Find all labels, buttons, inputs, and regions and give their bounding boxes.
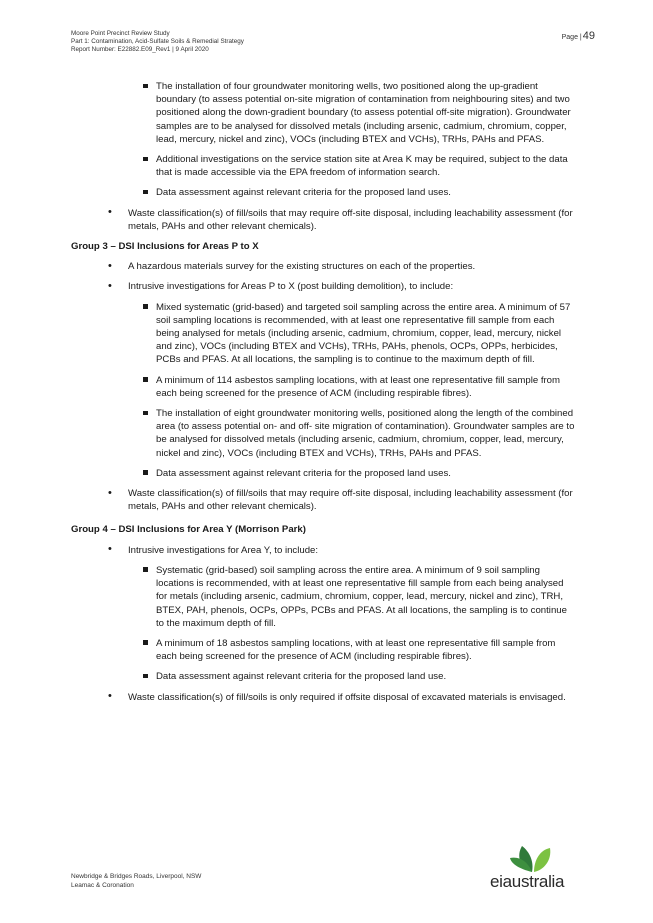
footer-client: Leamac & Coronation [71, 881, 134, 889]
square-bullet-icon [143, 640, 148, 645]
square-bullet-icon [143, 567, 148, 572]
page-footer [71, 873, 201, 890]
list-item: • A hazardous materials survey for the existing structures on each of the properties. [108, 259, 476, 273]
list-item: • Waste classification(s) of fill/soils that may require off-site disposal, including leachability assessment (for metals, PAHs and other relevant chemicals). [108, 486, 573, 513]
section-heading-group-3: Group 3 – DSI Inclusions for Areas P to X [71, 241, 259, 253]
list-item: • Waste classification(s) of fill/soils that may require off-site disposal, including leachability assessment (for metals, PAHs and other relevant chemicals). [108, 206, 573, 232]
list-item: The installation of four groundwater monitoring wells, two positioned along the up-gradient boundary (to assess potential on-site migration of contamination from neighbouring sites) and two positioned along the down-gradient boundary (to assess potential off-site migration). Groundwater samples are to be analysed for dissolved metals (including arsenic, cadmium, chromium, copper, lead, mercury, nickel and zinc), VOCs (including BTEX and VCHs), TRHs, PAHs and PFAS. [71, 80, 576, 146]
square-bullet-icon [143, 377, 148, 382]
footer-site-address: Newbridge & Bridges Roads, Liverpool, NSW [71, 873, 202, 880]
list-item: A minimum of 114 asbestos sampling locations, with at least one representative fill sample from each being screened for the presence of ACM (including respirable fibres). [71, 374, 576, 400]
list-item: The installation of eight groundwater monitoring wells, positioned along the length of the combined area (to assess potential on- and off- site migration of contamination). Groundwater samples are to be analysed for dissolved metals (including arsenic, cadmium, chromium, copper, lead, mercury, nickel and zinc), VOCs (including BTEX and VCHs), TRHs, PAHs and PFAS. [71, 407, 576, 460]
header-report-part: Part 1: Contamination, Acid-Sulfate Soils & Remedial Strategy [71, 38, 244, 46]
list-item: Data assessment against relevant criteria for the proposed land uses. [71, 186, 576, 199]
section-heading-group-4: Group 4 – DSI Inclusions for Area Y (Morrison Park) [71, 524, 306, 536]
bullet-icon: • [108, 259, 112, 272]
list-item: Mixed systematic (grid-based) and targeted soil sampling across the entire area. A minimum of 57 soil sampling locations is recommended, with at least one representative fill sample from each being analysed for metals (including arsenic, cadmium, chromium, copper, lead, mercury, nickel and zinc), VOCs (including BTEX and VCHs), TRHs, PAHs, phenols, OCPs, OPPs, herbicides, PCBs and PFAS. At all locations, the sampling is to continue to the maximum depth of fill. [71, 301, 576, 367]
logo-wordmark: eiaustralia [490, 872, 565, 891]
bullet-icon: • [108, 279, 112, 292]
page-header [71, 30, 244, 55]
page-number: 49 [582, 30, 595, 42]
list-item: Data assessment against relevant criteria for the proposed land uses. [71, 467, 576, 480]
list-item: • Waste classification(s) of fill/soils is only required if offsite disposal of excavated materials is envisaged. [108, 690, 566, 703]
bullet-icon: • [108, 690, 112, 703]
square-bullet-icon [143, 304, 148, 309]
square-bullet-icon [143, 674, 148, 679]
page-label: Page | [561, 34, 582, 41]
list-item: • Intrusive investigations for Area Y, to include: [108, 543, 319, 556]
document-body [71, 80, 576, 704]
leaf-logo-icon [510, 842, 556, 874]
list-item: Additional investigations on the service station site at Area K may be required, subject to the data that is made accessible via the EPA freedom of information search. [71, 153, 576, 179]
list-item: Systematic (grid-based) soil sampling across the entire area. A minimum of 9 soil sampling locations is recommended, with at least one representative fill sample from each being analysed for metals (including arsenic, cadmium, chromium, copper, lead, mercury, nickel and zinc), TRH, BTEX, PAH, phenols, OCPs, OPPs, PCBs and PFAS. At all locations, the sampling is to continue to the maximum depth of fill. [71, 564, 576, 630]
header-report-number: Report Number: E22882.E09_Rev1 | 9 April 2020 [71, 46, 209, 54]
bullet-icon: • [108, 486, 112, 499]
bullet-icon: • [108, 543, 112, 556]
header-project-title: Moore Point Precinct Review Study [71, 30, 170, 37]
bullet-icon: • [108, 206, 112, 219]
square-bullet-icon [143, 190, 148, 195]
company-logo [490, 840, 600, 900]
page-number-block [562, 30, 595, 42]
list-item: • Intrusive investigations for Areas P to X (post building demolition), to include: [108, 279, 454, 293]
square-bullet-icon [143, 84, 148, 89]
square-bullet-icon [143, 411, 148, 416]
square-bullet-icon [143, 157, 148, 162]
list-item: Data assessment against relevant criteria for the proposed land use. [71, 670, 576, 683]
list-item: A minimum of 18 asbestos sampling locations, with at least one representative fill sample from each being screened for the presence of ACM (including respirable fibres). [71, 637, 576, 663]
square-bullet-icon [143, 470, 148, 475]
